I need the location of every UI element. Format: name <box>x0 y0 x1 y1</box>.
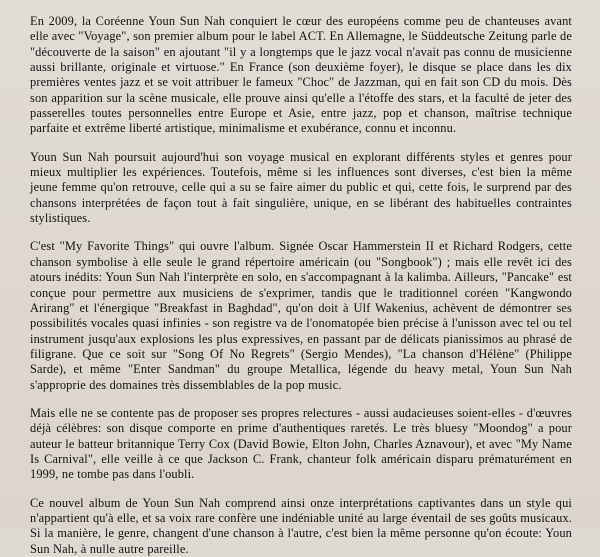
paragraph: Ce nouvel album de Youn Sun Nah comprend ainsi onze interprétations captivantes dans un style qui n'appartient qu'à elle, et sa voix rare confère une indéniable unité au large éventail de ses goûts musicaux. Si la manière, le genre, changent d'une chanson à l'autre, c'est bien la même personne qu'on écoute: Youn Sun Nah, à nulle autre pareille. <box>30 495 572 556</box>
paragraph: Youn Sun Nah poursuit aujourd'hui son voyage musical en explorant différents styles et genres pour mieux multiplier les expériences. Toutefois, même si les influences sont diverses, c'est bien la même jeune femme qu'on retrouve, celle qui a su se faire aimer du public et qui, cette fois, le surprend par des chansons interprétées de façon tout à fait singulière, unique, en se libérant des habituelles contraintes stylistiques. <box>30 149 572 226</box>
paragraph: En 2009, la Coréenne Youn Sun Nah conquiert le cœur des européens comme peu de chanteuses avant elle avec "Voyage", son premier album pour le label ACT. En Allemagne, le Süddeutsche Zeitung parle de "découverte de la saison" en ajoutant "il y a longtemps que le jazz vocal n'avait pas connu de musicienne aussi brillante, originale et virtuose." En France (son deuxième foyer), le disque se place dans les dix premières ventes jazz et se voit attribuer le fameux "Choc" de Jazzman, qui en fait son CD du mois. Dès son apparition sur la scène musicale, elle prouve ainsi qu'elle a l'étoffe des stars, et la faculté de jeter des passerelles toutes personnelles entre Europe et Asie, entre jazz, pop et chanson, maîtrise technique parfaite et extrême liberté artistique, minimalisme et exubérance, connu et inconnu. <box>30 14 572 136</box>
paragraph: Mais elle ne se contente pas de proposer ses propres relectures - aussi audacieuses soient-elles - d'œuvres déjà célèbres: son disque comporte en prime d'authentiques raretés. Le très bluesy "Moondog" a pour auteur le batteur britannique Terry Cox (David Bowie, Elton John, Charles Aznavour), et avec "My Name Is Carnival", elle veille à ce que Jackson C. Frank, chanteur folk américain disparu prématurément en 1999, ne tombe pas dans l'oubli. <box>30 405 572 482</box>
document-body <box>30 14 572 557</box>
paragraph: C'est "My Favorite Things" qui ouvre l'album. Signée Oscar Hammerstein II et Richard Rodgers, cette chanson symbolise à elle seule le grand répertoire américain (ou "Songbook") ; mais elle revêt ici des atours inédits: Youn Sun Nah l'interprète en solo, en s'accompagnant à la kalimba. Ailleurs, "Pancake" est conçue pour permettre aux musiciens de s'exprimer, tandis que le traditionnel coréen "Kangwondo Arirang" et l'énergique "Breakfast in Baghdad", qu'on doit à Ulf Wakenius, achèvent de démontrer ses possibilités vocales quasi infinies - son registre va de l'onomatopée bien précise à l'unisson avec tel ou tel instrument jusqu'aux explosions les plus expressives, en passant par de délicats pianissimos au phrasé de filigrane. Que ce soit sur "Song Of No Regrets" (Sergio Mendes), "La chanson d'Hélène" (Philippe Sarde), et même "Enter Sandman" du groupe Metallica, légende du heavy metal, Youn Sun Nah s'approprie des domaines très dissemblables de la pop music. <box>30 239 572 392</box>
